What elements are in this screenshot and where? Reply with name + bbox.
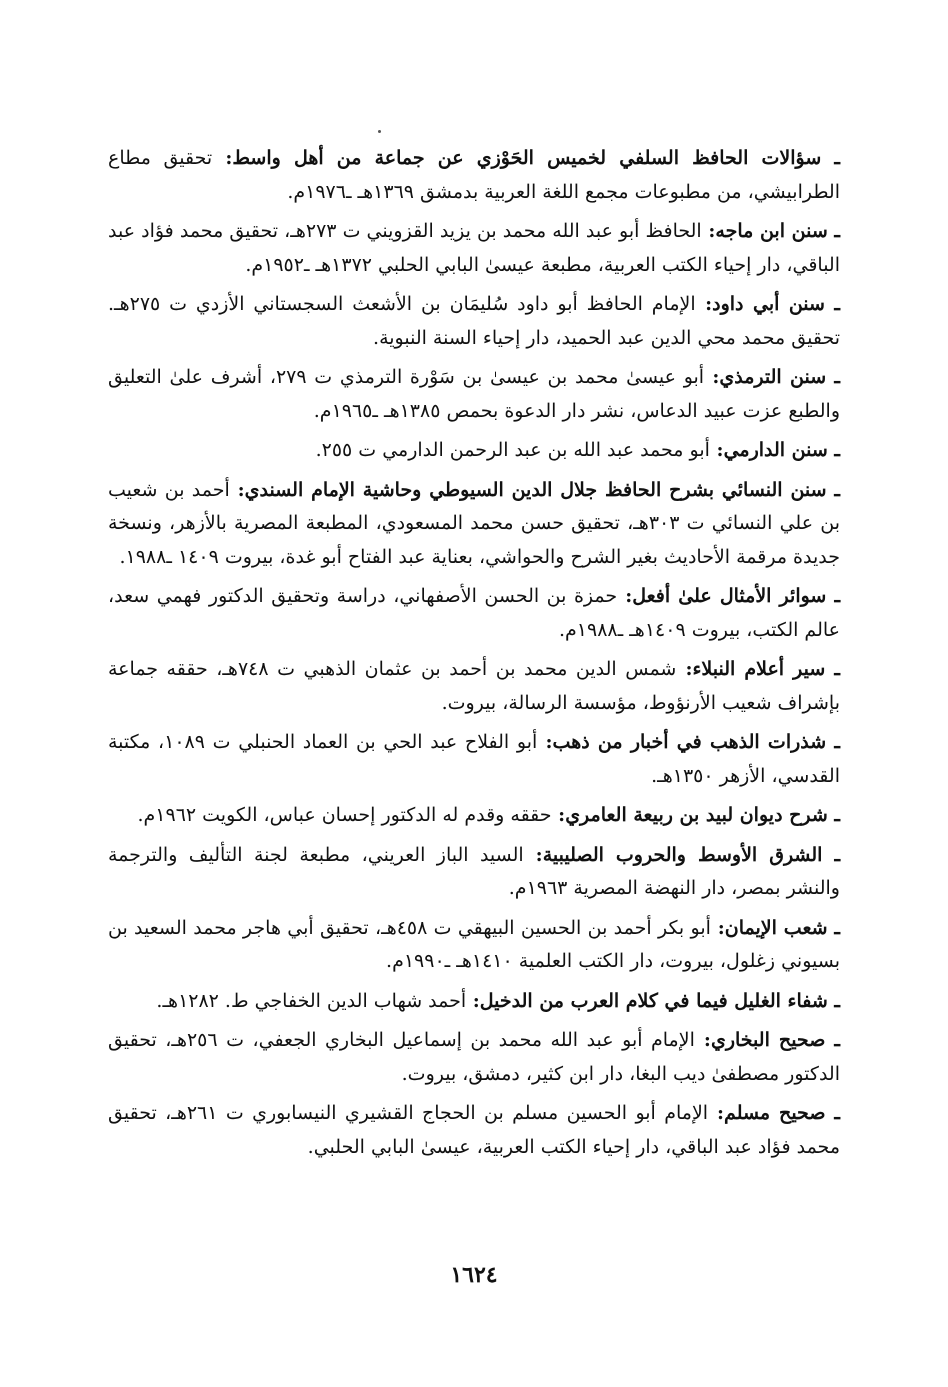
entry-separator: : bbox=[709, 439, 724, 461]
entry-title: الشرق الأوسط والحروب الصليبية bbox=[542, 843, 823, 866]
bibliography-entry bbox=[108, 215, 840, 282]
entry-title: سؤالات الحافظ السلفي لخميس الحَوْزي عن جماعة من أهل واسط bbox=[232, 147, 822, 169]
entry-body: تحقيق مطاع الطرابيشي، من مطبوعات مجمع اللغة العربية بدمشق ١٣٦٩هـ ـ١٩٧٦م. bbox=[108, 147, 840, 203]
entry-dash: ـ bbox=[826, 731, 840, 753]
bibliography-entry bbox=[108, 580, 840, 647]
entry-body: حمزة بن الحسن الأصفهاني، دراسة وتحقيق الدكتور فهمي سعد، عالم الكتب، بيروت ١٤٠٩هـ ـ١٩٨٨م. bbox=[108, 585, 840, 641]
entry-dash: ـ bbox=[826, 585, 841, 607]
entry-separator: : bbox=[695, 293, 713, 315]
bibliography-entry bbox=[108, 361, 840, 428]
entry-separator: : bbox=[229, 478, 245, 501]
bibliography-entry bbox=[108, 434, 840, 468]
entry-title: صحيح البخاري bbox=[710, 1029, 826, 1051]
ink-dot bbox=[378, 130, 381, 133]
entry-separator: : bbox=[704, 366, 720, 388]
entry-separator: : bbox=[676, 658, 693, 680]
entry-body: أبو بكر أحمد بن الحسين البيهقي ت ٤٥٨هـ، تحقيق أبي هاجر محمد السعيد بن بسيوني زغلول، بيروت، دار الكتب العلمية ١٤١٠هـ ـ١٩٩٠م. bbox=[108, 916, 840, 972]
bibliography-entry bbox=[108, 474, 840, 575]
entry-dash: ـ bbox=[825, 658, 840, 680]
entry-title: سوائر الأمثال علىٰ أفعل bbox=[632, 585, 827, 607]
entry-separator: : bbox=[466, 989, 480, 1012]
entry-title: شعب الإيمان bbox=[724, 916, 828, 939]
entry-title: سير أعلام النبلاء bbox=[692, 658, 826, 680]
entry-dash: ـ bbox=[827, 220, 840, 242]
entry-title: شفاء الغليل فيما في كلام العرب من الدخيل bbox=[479, 989, 828, 1012]
entry-title: سنن الترمذي bbox=[719, 366, 827, 388]
bibliography-entry bbox=[108, 288, 840, 355]
entry-dash: ـ bbox=[827, 804, 840, 826]
entry-dash: ـ bbox=[826, 478, 841, 501]
entry-body: الحافظ أبو عبد الله محمد بن يزيد القزويني ت ٢٧٣هـ، تحقيق محمد فؤاد عبد الباقي، دار إحياء الكتب العربية، مطبعة عيسىٰ البابي الحلبي ١٣٧٢هـ ـ١٩٥٢م. bbox=[108, 220, 840, 276]
entry-dash: ـ bbox=[827, 439, 840, 461]
bibliography-entry bbox=[108, 839, 840, 906]
entry-dash: ـ bbox=[827, 989, 840, 1012]
entry-body: أحمد شهاب الدين الخفاجي ط. ١٢٨٢هـ. bbox=[156, 989, 467, 1012]
entry-separator: : bbox=[212, 147, 233, 169]
entry-dash: ـ bbox=[822, 843, 841, 866]
entry-body: أبو محمد عبد الله بن عبد الرحمن الدارمي ت ٢٥٥. bbox=[315, 439, 710, 461]
bibliography-entry bbox=[108, 653, 840, 720]
entry-separator: : bbox=[551, 804, 566, 826]
entry-separator: : bbox=[537, 731, 553, 753]
entry-separator: : bbox=[694, 1029, 711, 1051]
entry-body: شمس الدين محمد بن أحمد بن عثمان الذهبي ت ٧٤٨هـ، حققه جماعة بإشراف شعيب الأرنؤوط، مؤسسة الرسالة، بيروت. bbox=[108, 658, 840, 714]
entry-title: شذرات الذهب في أخبار من ذهب bbox=[552, 731, 827, 753]
entry-dash: ـ bbox=[824, 293, 840, 315]
entry-body: أبو عيسىٰ محمد بن عيسىٰ بن سَوْرة الترمذي ت ٢٧٩، أشرف علىٰ التعليق والطبع عزت عبيد الدعاس، نشر دار الدعوة بحمص ١٣٨٥هـ ـ١٩٦٥م. bbox=[108, 366, 840, 422]
entry-body: أبو الفلاح عبد الحي بن العماد الحنبلي ت ١٠٨٩، مكتبة القدسي، الأزهر ١٣٥٠هـ. bbox=[108, 731, 840, 787]
entry-body: السيد الباز العريني، مطبعة لجنة التأليف والترجمة والنشر بمصر، دار النهضة المصرية ١٩٦٣م. bbox=[108, 843, 840, 899]
entry-separator: : bbox=[617, 585, 633, 607]
bibliography-entry bbox=[108, 1097, 840, 1164]
entry-body: الإمام أبو الحسين مسلم بن الحجاج القشيري النيسابوري ت ٢٦١هـ، تحقيق محمد فؤاد عبد الباقي، دار إحياء الكتب العربية، عيسىٰ البابي الحلبي. bbox=[108, 1102, 840, 1158]
entry-title: سنن أبي داود bbox=[712, 293, 825, 315]
entry-title: سنن ابن ماجه bbox=[715, 220, 828, 242]
page-number: ١٦٢٤ bbox=[450, 1262, 498, 1288]
bibliography-entry bbox=[108, 912, 840, 979]
bibliography-entry bbox=[108, 985, 840, 1019]
bibliography-entry bbox=[108, 799, 840, 833]
entry-separator: : bbox=[710, 916, 725, 939]
entry-body: أحمد بن شعيب بن علي النسائي ت ٣٠٣هـ، تحقيق حسن محمد المسعودي، المطبعة المصرية بالأزهر، ونسخة جديدة مرقمة الأحاديث بغير الشرح والحواشي، بعناية عبد الفتاح أبو غدة، بيروت ١٤٠٩ ـ١٩٨٨. bbox=[108, 478, 840, 568]
entry-separator: : bbox=[708, 1102, 725, 1124]
entry-dash: ـ bbox=[825, 1029, 840, 1051]
entry-separator: : bbox=[701, 220, 716, 242]
entry-title: شرح ديوان لبيد بن ربيعة العامري bbox=[565, 804, 828, 826]
entry-dash: ـ bbox=[826, 366, 840, 388]
entry-title: سنن الدارمي bbox=[723, 439, 828, 461]
bibliography-list bbox=[108, 142, 840, 1164]
entry-title: صحيح مسلم bbox=[724, 1102, 826, 1124]
entry-body: الإمام الحافظ أبو داود سُليمَان بن الأشعث السجستاني الأزدي ت ٢٧٥هـ. تحقيق محمد محي الدين عبد الحميد، دار إحياء السنة النبوية. bbox=[108, 293, 840, 349]
bibliography-entry bbox=[108, 142, 840, 209]
entry-title: سنن النسائي بشرح الحافظ جلال الدين السيوطي وحاشية الإمام السندي bbox=[244, 478, 827, 501]
entry-dash: ـ bbox=[827, 916, 840, 939]
entry-separator: : bbox=[523, 843, 543, 866]
bibliography-entry bbox=[108, 1024, 840, 1091]
entry-dash: ـ bbox=[821, 147, 840, 169]
entry-body: الإمام أبو عبد الله محمد بن إسماعيل البخاري الجعفي، ت ٢٥٦هـ، تحقيق الدكتور مصطفىٰ ديب البغا، دار ابن كثير، دمشق، بيروت. bbox=[108, 1029, 840, 1085]
bibliography-entry bbox=[108, 726, 840, 793]
entry-body: حققه وقدم له الدكتور إحسان عباس، الكويت ١٩٦٢م. bbox=[137, 804, 552, 826]
entry-dash: ـ bbox=[825, 1102, 840, 1124]
